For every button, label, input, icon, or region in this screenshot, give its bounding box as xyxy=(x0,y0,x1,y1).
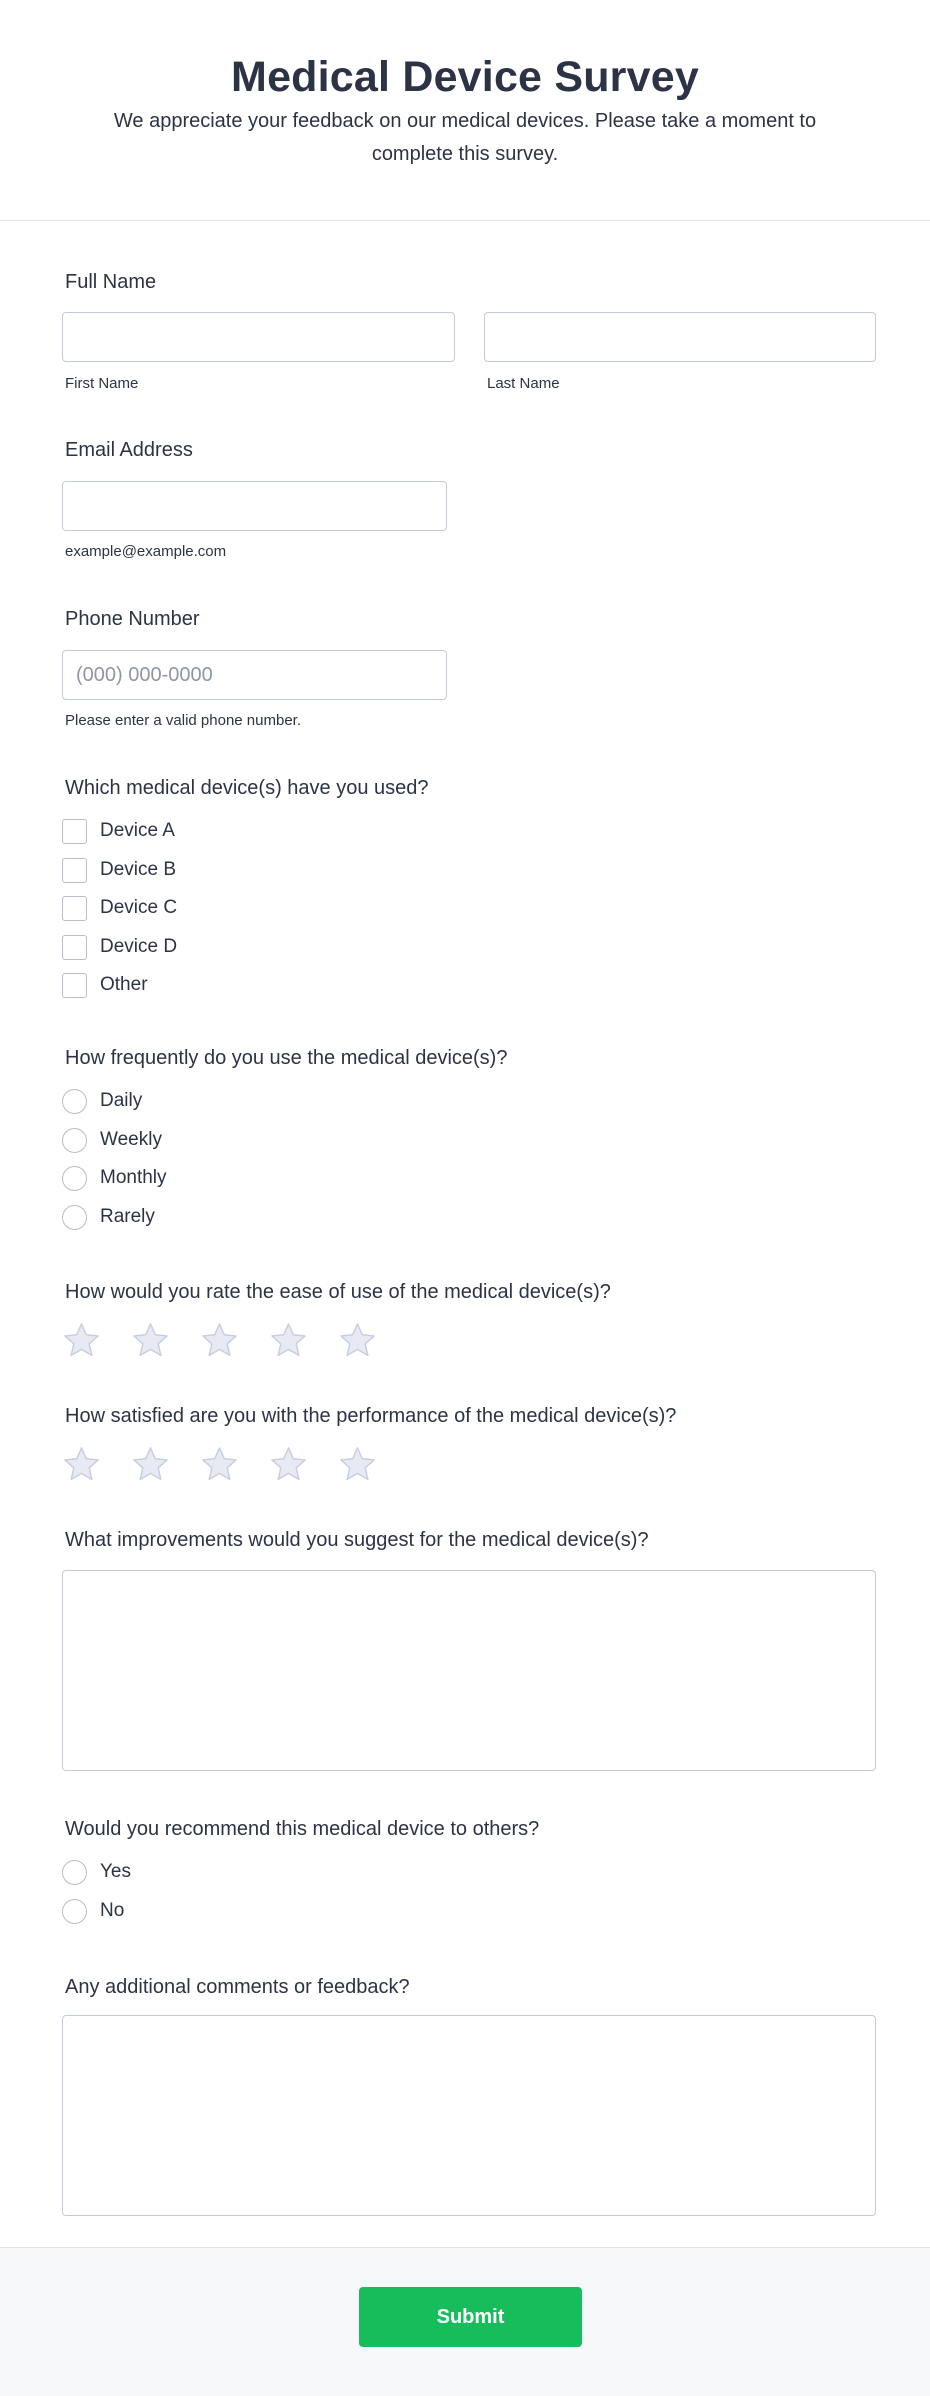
option-label: Other xyxy=(100,974,148,995)
last-name-input[interactable] xyxy=(484,312,876,362)
frequency-label: How frequently do you use the medical device(s)? xyxy=(65,1047,508,1069)
star-icon[interactable] xyxy=(131,1445,170,1484)
option-label: Daily xyxy=(100,1090,143,1111)
option-label: Rarely xyxy=(100,1206,155,1227)
star-icon[interactable] xyxy=(269,1321,308,1360)
last-name-sublabel: Last Name xyxy=(487,375,560,392)
form-footer xyxy=(0,2247,930,2396)
ease-rating-label: How would you rate the ease of use of the medical device(s)? xyxy=(65,1281,611,1303)
recommend-option[interactable] xyxy=(62,1859,131,1885)
star-icon[interactable] xyxy=(131,1321,170,1360)
checkbox[interactable] xyxy=(62,935,87,960)
phone-label: Phone Number xyxy=(65,608,200,630)
checkbox[interactable] xyxy=(62,896,87,921)
option-label: Device C xyxy=(100,897,178,918)
recommend-option[interactable] xyxy=(62,1898,124,1924)
option-label: Weekly xyxy=(100,1129,162,1150)
option-label: Device B xyxy=(100,859,177,880)
radio-button[interactable] xyxy=(62,1899,87,1924)
checkbox[interactable] xyxy=(62,973,87,998)
device-option[interactable] xyxy=(62,818,175,844)
checkbox[interactable] xyxy=(62,858,87,883)
page-title: Medical Device Survey xyxy=(231,53,699,101)
recommend-label: Would you recommend this medical device to others? xyxy=(65,1818,540,1840)
full-name-label: Full Name xyxy=(65,271,157,293)
phone-sublabel: Please enter a valid phone number. xyxy=(65,712,301,729)
satisfaction-star-rating xyxy=(62,1445,377,1484)
device-option[interactable] xyxy=(62,934,177,960)
phone-input[interactable] xyxy=(62,650,447,700)
satisfaction-rating-label: How satisfied are you with the performance of the medical device(s)? xyxy=(65,1405,677,1427)
first-name-input[interactable] xyxy=(62,312,455,362)
option-label: Yes xyxy=(100,1861,131,1882)
email-sublabel: example@example.com xyxy=(65,543,227,560)
devices-label: Which medical device(s) have you used? xyxy=(65,777,429,799)
star-icon[interactable] xyxy=(200,1445,239,1484)
frequency-option[interactable] xyxy=(62,1127,162,1153)
radio-button[interactable] xyxy=(62,1128,87,1153)
option-label: No xyxy=(100,1900,125,1921)
survey-form xyxy=(0,221,930,2245)
improvements-textarea[interactable] xyxy=(62,1570,876,1771)
device-option[interactable] xyxy=(62,895,177,921)
checkbox[interactable] xyxy=(62,819,87,844)
comments-label: Any additional comments or feedback? xyxy=(65,1976,410,1998)
radio-button[interactable] xyxy=(62,1166,87,1191)
frequency-option[interactable] xyxy=(62,1204,155,1230)
submit-button[interactable]: Submit xyxy=(359,2287,582,2347)
form-description: We appreciate your feedback on our medical devices. Please take a moment to complete this survey. xyxy=(113,110,817,165)
radio-button[interactable] xyxy=(62,1205,87,1230)
form-header xyxy=(0,0,930,221)
comments-textarea[interactable] xyxy=(62,2015,876,2216)
email-input[interactable] xyxy=(62,481,447,531)
radio-button[interactable] xyxy=(62,1860,87,1885)
star-icon[interactable] xyxy=(62,1321,101,1360)
email-label: Email Address xyxy=(65,439,193,461)
radio-button[interactable] xyxy=(62,1089,87,1114)
option-label: Monthly xyxy=(100,1167,167,1188)
first-name-sublabel: First Name xyxy=(65,375,139,392)
frequency-option[interactable] xyxy=(62,1088,142,1114)
frequency-option[interactable] xyxy=(62,1165,167,1191)
option-label: Device A xyxy=(100,820,175,841)
option-label: Device D xyxy=(100,936,178,957)
star-icon[interactable] xyxy=(338,1445,377,1484)
device-option[interactable] xyxy=(62,857,176,883)
star-icon[interactable] xyxy=(62,1445,101,1484)
improvements-label: What improvements would you suggest for the medical device(s)? xyxy=(65,1529,649,1551)
ease-star-rating xyxy=(62,1321,377,1360)
star-icon[interactable] xyxy=(269,1445,308,1484)
star-icon[interactable] xyxy=(200,1321,239,1360)
device-option[interactable] xyxy=(62,972,148,998)
star-icon[interactable] xyxy=(338,1321,377,1360)
